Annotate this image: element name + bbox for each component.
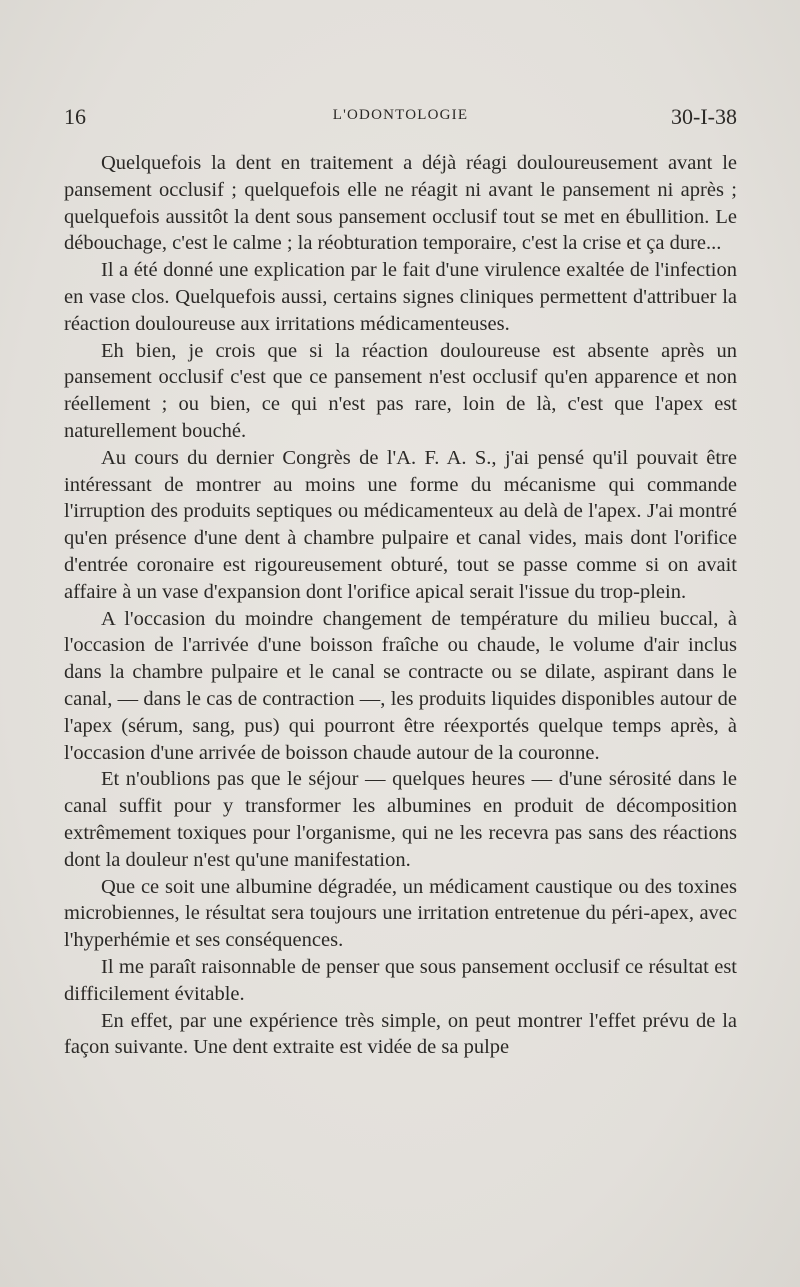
paragraph: Il a été donné une explication par le fait d'une virulence exaltée de l'infection en vase clos. Quelquefois aussi, certains signes cliniques permettent d'attribuer la réaction douloureuse aux irritations médicamenteuses. <box>64 259 737 335</box>
issue-date: 30-I-38 <box>671 104 737 129</box>
page-header <box>64 104 737 134</box>
paragraph: A l'occasion du moindre changement de température du milieu buccal, à l'occasion de l'arrivée d'une boisson fraîche ou chaude, le volume d'air inclus dans la chambre pulpaire et le canal se contracte ou se dilate, aspirant dans le canal, — dans le cas de contraction —, les produits liquides disponibles autour de l'apex (sérum, sang, pus) qui pourront être réexportés quelque temps après, à l'occasion d'une arrivée de boisson chaude autour de la couronne. <box>64 607 737 764</box>
paragraph: Au cours du dernier Congrès de l'A. F. A. S., j'ai pensé qu'il pouvait être intéressant de montrer au moins une forme du mécanisme qui commande l'irruption des produits septiques ou médicamenteux au delà de l'apex. J'ai montré qu'en présence d'une dent à chambre pulpaire et canal vides, mais dont l'orifice d'entrée coronaire est rigoureusement obturé, tout se passe comme si on avait affaire à un vase d'expansion dont l'orifice apical serait l'issue du trop-plein. <box>64 446 737 603</box>
paragraph: Et n'oublions pas que le séjour — quelques heures — d'une sérosité dans le canal suffit pour y transformer les albumines en produit de décomposition extrêmement toxiques pour l'organisme, qui ne les recevra pas sans des réactions dont la douleur n'est qu'une manifestation. <box>64 768 737 871</box>
paragraph: En effet, par une expérience très simple, on peut montrer l'effet prévu de la façon suivante. Une dent extraite est vidée de sa pulpe <box>64 1009 737 1059</box>
paragraph: Il me paraît raisonnable de penser que sous pansement occlusif ce résultat est difficilement évitable. <box>64 955 737 1005</box>
page-number: 16 <box>64 104 86 129</box>
paragraph: Quelquefois la dent en traitement a déjà réagi douloureusement avant le pansement occlusif ; quelquefois elle ne réagit ni avant le pansement ni après ; quelquefois aussitôt la dent sous pansement occlusif tout se met en ébullition. Le débouchage, c'est le calme ; la réobturation temporaire, c'est la crise et ça dure... <box>64 152 737 255</box>
running-title: L'ODONTOLOGIE <box>332 107 469 123</box>
paragraph: Eh bien, je crois que si la réaction douloureuse est absente après un pansement occlusif c'est que ce pansement n'est occlusif qu'en apparence et non réellement ; ou bien, ce qui n'est pas rare, loin de là, c'est que l'apex est naturellement bouché. <box>64 339 737 442</box>
paragraph: Que ce soit une albumine dégradée, un médicament caustique ou des toxines microbiennes, le résultat sera toujours une irritation entretenue du péri-apex, avec l'hyperhémie et ses conséquences. <box>64 875 737 952</box>
body-text <box>64 150 737 1061</box>
